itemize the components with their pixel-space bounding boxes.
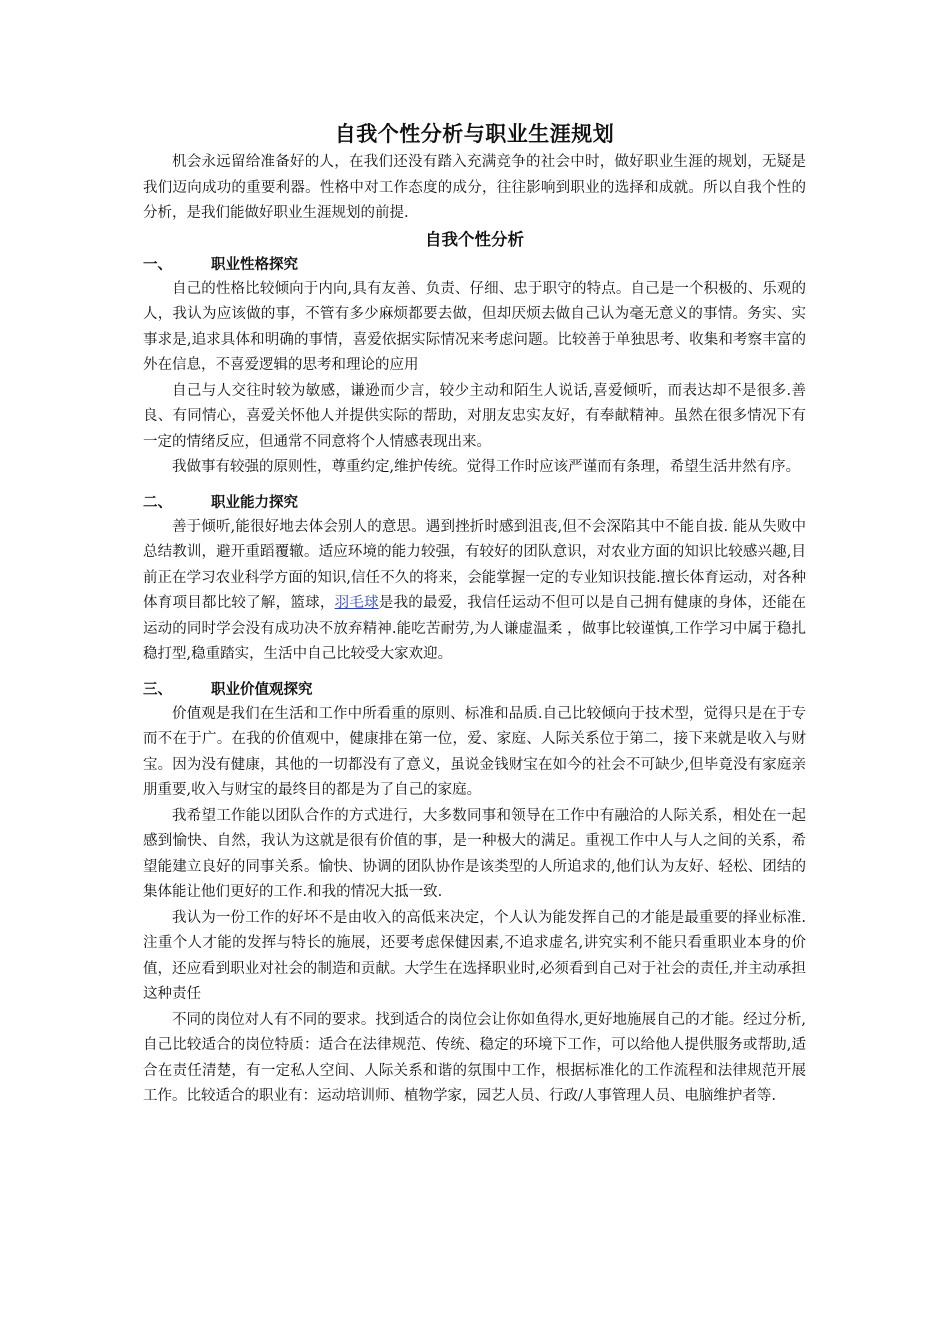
intro-paragraph: 机会永远留给准备好的人，在我们还没有踏入充满竞争的社会中时，做好职业生涯的规划，无疑是我们迈向成功的重要利器。性格中对工作态度的成分，往往影响到职业的选择和成就。所以自我个性的分析，是我们能做好职业生涯规划的前提. <box>143 154 806 221</box>
heading-label: 职业能力探究 <box>211 494 298 511</box>
personality-paragraph: 我做事有较强的原则性，尊重约定,维护传统。觉得工作时应该严谨而有条理，希望生活井然有序。 <box>172 459 801 475</box>
heading-ability <box>143 491 806 515</box>
document-page <box>143 118 806 1110</box>
heading-label: 职业性格探究 <box>211 256 298 273</box>
heading-number: 一、 <box>143 256 172 273</box>
heading-values <box>143 678 806 702</box>
personality-paragraph: 自己与人交往时较为敏感，谦逊而少言，较少主动和陌生人说话,喜爱倾听，而表达却不是很多.善良、有同情心，喜爱关怀他人并提供实际的帮助，对朋友忠实友好，有奉献精神。虽然在很多情况下有一定的情绪反应，但通常不同意将个人情感表现出来。 <box>143 382 806 450</box>
ability-paragraph <box>143 515 806 668</box>
personality-paragraph: 自己的性格比较倾向于内向,具有友善、负责、仔细、忠于职守的特点。自己是一个积极的、乐观的人，我认为应该做的事，不管有多少麻烦都要去做，但却厌烦去做自己认为毫无意义的事情。务实、实事求是,追求具体和明确的事情，喜爱依据实际情况来考虑问题。比较善于单独思考、收集和考察丰富的外在信息，不喜爱逻辑的思考和理论的应用 <box>143 280 806 373</box>
document-title: 自我个性分析与职业生涯规划 <box>334 122 615 146</box>
heading-personality <box>143 253 806 277</box>
ability-text-after: 是我的最爱，我信任运动不但可以是自己拥有健康的身体，还能在运动的同时学会没有成功决不放弃精神.能吃苦耐劳,为人谦虚温柔 ，做事比较谨慎,工作学习中属于稳扎稳打型,稳重踏实，生活中自己比较受大家欢迎。 <box>143 595 807 662</box>
values-paragraph: 价值观是我们在生活和工作中所看重的原则、标准和品质.自己比较倾向于技术型，觉得只是在于专而不在于广。在我的价值观中，健康排在第一位，爱、家庭、人际关系位于第二，接下来就是收入与财宝。因为没有健康，其他的一切都没有了意义，虽说金钱财宝在如今的社会不可缺少,但毕竟没有家庭亲朋重要,收入与财宝的最终目的都是为了自己的家庭。 <box>143 705 806 798</box>
section-title: 自我个性分析 <box>425 229 524 249</box>
badminton-link[interactable]: 羽毛球 <box>334 595 379 611</box>
values-paragraph: 我希望工作能以团队合作的方式进行，大多数同事和领导在工作中有融洽的人际关系，相处在一起感到愉快、自然，我认为这就是很有价值的事，是一种极大的满足。重视工作中人与人之间的关系，希望能建立良好的同事关系。愉快、协调的团队协作是该类型的人所追求的,他们认为友好、轻松、团结的集体能让他们更好的工作.和我的情况大抵一致. <box>143 807 806 900</box>
values-paragraph: 不同的岗位对人有不同的要求。找到适合的岗位会让你如鱼得水,更好地施展自己的才能。经过分析,自己比较适合的岗位特质：适合在法律规范、传统、稳定的环境下工作，可以给他人提供服务或帮助,适合在责任清楚，有一定私人空间、人际关系和谐的氛围中工作，根据标准化的工作流程和法律规范开展工作。比较适合的职业有：运动培训师、植物学家，园艺人员、行政/人事管理人员、电脑维护者等. <box>143 1011 806 1104</box>
heading-number: 三、 <box>143 681 172 698</box>
heading-label: 职业价值观探究 <box>211 681 313 698</box>
heading-number: 二、 <box>143 494 172 511</box>
ability-text-before: 善于倾听,能很好地去体会别人的意思。遇到挫折时感到沮丧,但不会深陷其中不能自拔. 能从失败中总结教训，避开重蹈覆辙。适应环境的能力较强，有较好的团队意识，对农业方面的知识比较感兴趣,目前正在学习农业科学方面的知识,信任不久的将来，会能掌握一定的专业知识技能.擅长体育运动，对各种体育项目都比较了解，篮球， <box>143 518 806 611</box>
values-paragraph: 我认为一份工作的好坏不是由收入的高低来决定，个人认为能发挥自己的才能是最重要的择业标准.注重个人才能的发挥与特长的施展，还要考虑保健因素,不追求虚名,讲究实利不能只看重职业本身的价值，还应看到职业对社会的制造和贡献。大学生在选择职业时,必须看到自己对于社会的责任,并主动承担这种责任 <box>143 909 806 1002</box>
